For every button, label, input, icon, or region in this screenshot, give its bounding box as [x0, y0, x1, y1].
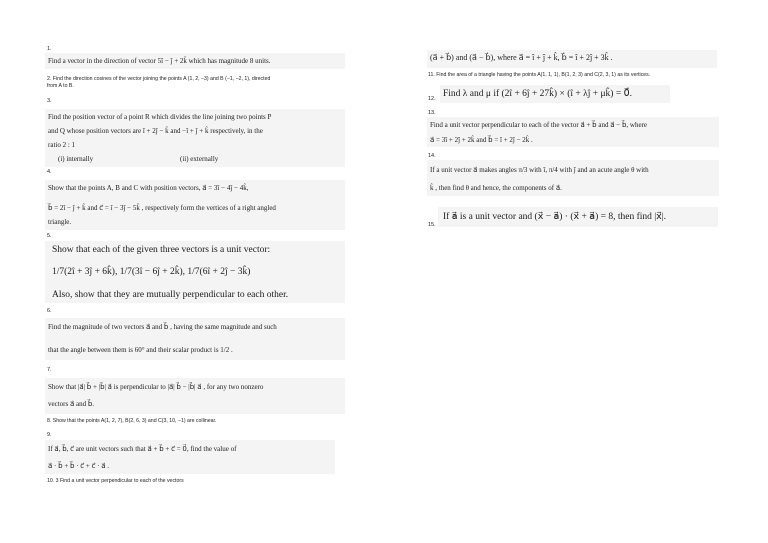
- question-7-line2: vectors a⃗ and b⃗.: [48, 400, 95, 408]
- question-number: 6.: [47, 308, 52, 314]
- question-13-line1: Find a unit vector perpendicular to each of the vector a⃗ + b⃗ and a⃗ − b⃗, where: [430, 121, 648, 129]
- question-7-line1: Show that |a⃗| b⃗ + |b⃗| a⃗ is perpendicular to |a⃗| b⃗ − |b⃗| a⃗ , for any two nonzero: [48, 383, 264, 391]
- question-10: 10. 3 Find a unit vector perpendicular to each of the vectors: [47, 478, 184, 484]
- question-2-cont: from A to B.: [47, 83, 74, 89]
- question-number: 15.: [428, 222, 436, 228]
- question-5-line3: Also, show that they are mutually perpendicular to each other.: [52, 290, 289, 300]
- question-4-line2: b⃗ = 2î − ĵ + k̂ and c⃗ = î − 3ĵ − 5k̂ , respectively form the vertices of a right angled: [48, 204, 276, 212]
- question-number: 5.: [47, 233, 52, 239]
- question-number: 9.: [47, 432, 52, 438]
- question-number: 14.: [428, 153, 436, 159]
- question-6-line1: Find the magnitude of two vectors a⃗ and b⃗ , having the same magnitude and such: [48, 323, 277, 331]
- question-3-line3: ratio 2 : 1: [48, 141, 76, 149]
- question-number: 3.: [47, 98, 52, 104]
- question-3-line1: Find the position vector of a point R which divides the line joining two points P: [48, 113, 272, 121]
- question-3-part-ii: (ii) externally: [180, 155, 219, 163]
- question-13-line2: a⃗ = 3î + 2ĵ + 2k̂ and b⃗ = î + 2ĵ − 2k̂ .: [430, 136, 533, 144]
- question-6-line2: that the angle between them is 60° and their scalar product is 1/2 .: [48, 346, 233, 354]
- question-4-line1: Show that the points A, B and C with position vectors, a⃗ = 3î − 4ĵ − 4k̂,: [48, 184, 249, 192]
- question-number: 4.: [47, 169, 52, 175]
- question-9-line2: a⃗ · b⃗ + b⃗ · c⃗ + c⃗ · a⃗ .: [48, 462, 110, 470]
- question-3-part-i: (i) internally: [58, 155, 94, 163]
- question-1: Find a vector in the direction of vector 5î − ĵ + 2k̂ which has magnitude 8 units.: [48, 57, 271, 65]
- question-number: 12.: [428, 96, 436, 102]
- question-4-line3: triangle.: [48, 218, 72, 226]
- question-11: 11. Find the area of a triangle having the points A(1, 1, 1), B(1, 2, 3) and C(2, 3, 1) as its vertices.: [428, 72, 651, 78]
- question-9-line1: If a⃗, b⃗, c⃗ are unit vectors such that a⃗ + b⃗ + c⃗ = 0⃗, find the value of: [48, 445, 237, 453]
- question-8: 8. Show that the points A(1, 2, 7), B(2, 6, 3) and C(3, 10, −1) are collinear.: [47, 418, 217, 424]
- question-12: Find λ and μ if (2î + 6ĵ + 27k̂) × (î + λĵ + μk̂) = 0⃗.: [443, 89, 632, 99]
- question-number: 7.: [47, 367, 52, 373]
- question-2: 2. Find the direction cosines of the vector joining the points A (1, 2, −3) and B (−1, −2, 1), directed: [47, 76, 271, 82]
- question-15: If a⃗ is a unit vector and (x⃗ − a⃗) · (x⃗ + a⃗) = 8, then find |x⃗|.: [443, 212, 667, 222]
- question-3-line2: and Q whose position vectors are î + 2ĵ − k̂ and −î + ĵ + k̂ respectively, in the: [48, 127, 263, 135]
- question-10-vectors: (a⃗ + b⃗) and (a⃗ − b⃗), where a⃗ = î + ĵ + k̂, b⃗ = î + 2ĵ + 3k̂ .: [430, 53, 613, 62]
- question-5-vectors: 1/7(2î + 3ĵ + 6k̂), 1/7(3î − 6ĵ + 2k̂), 1/7(6î + 2ĵ − 3k̂): [52, 267, 251, 277]
- question-number: 13.: [428, 110, 436, 116]
- question-number: 1.: [47, 46, 52, 52]
- question-14-line2: k̂ , then find θ and hence, the components of a⃗.: [430, 184, 562, 192]
- question-5-line1: Show that each of the given three vectors is a unit vector:: [52, 245, 271, 255]
- question-14-line1: If a unit vector a⃗ makes angles π/3 with î, π/4 with ĵ and an acute angle θ with: [430, 166, 649, 174]
